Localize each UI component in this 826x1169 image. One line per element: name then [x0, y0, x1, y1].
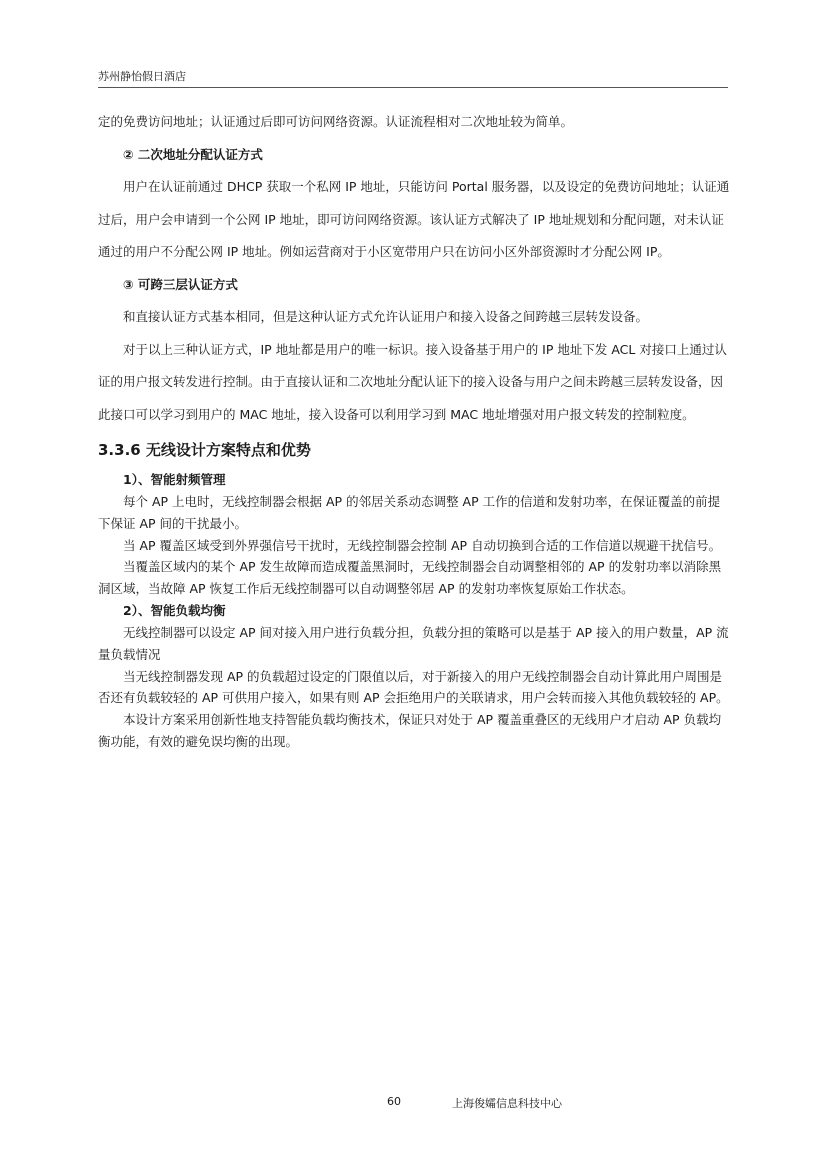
- page-number: 60: [387, 1095, 401, 1108]
- page-footer: [0, 1095, 826, 1111]
- paragraph: 和直接认证方式基本相同，但是这种认证方式允许认证用户和接入设备之间跨越三层转发设备。: [123, 309, 649, 324]
- paragraph: 本设计方案采用创新性地支持智能负载均衡技术，保证只对处于 AP 覆盖重叠区的无线用户才启动 AP 负载均衡功能，有效的避免误均衡的出现。: [98, 712, 722, 749]
- footer-organization: 上海俊孀信息科技中心: [452, 1097, 562, 1110]
- document-body: [98, 106, 730, 753]
- paragraph: 用户在认证前通过 DHCP 获取一个私网 IP 地址，只能访问 Portal 服务器，以及设定的免费访问地址；认证通过后，用户会申请到一个公网 IP 地址，即可访问网络资源。该认证方式解决了 IP 地址规划和分配问题，对未认证通过的用户不分配公网 IP 地址。例如运营商对于小区宽带用户只在访问小区外部资源时才分配公网 IP。: [98, 179, 730, 259]
- paragraph: 每个 AP 上电时，无线控制器会根据 AP 的邻居关系动态调整 AP 工作的信道和发射功率，在保证覆盖的前提下保证 AP 间的干扰最小。: [98, 494, 721, 531]
- paragraph: 定的免费访问地址；认证通过后即可访问网络资源。认证流程相对二次地址较为简单。: [98, 114, 574, 129]
- subheading-second-address: ② 二次地址分配认证方式: [123, 146, 263, 162]
- subheading-load-balancing: 2）、智能负载均衡: [123, 602, 226, 618]
- paragraph: 当 AP 覆盖区域受到外界强信号干扰时，无线控制器会控制 AP 自动切换到合适的工作信道以规避干扰信号。: [123, 537, 722, 553]
- subheading-rf-management: 1）、智能射频管理: [123, 472, 226, 487]
- header-title: 苏州静怡假日酒店: [98, 70, 186, 83]
- paragraph: 当覆盖区域内的某个 AP 发生故障而造成覆盖黑洞时，无线控制器会自动调整相邻的 AP 的发射功率以消除黑洞区域，当故障 AP 恢复工作后无线控制器可以自动调整邻居 AP 的发射功率恢复原始工作状态。: [98, 559, 722, 597]
- page-header: [98, 69, 728, 88]
- paragraph: 对于以上三种认证方式，IP 地址都是用户的唯一标识。接入设备基于用户的 IP 地址下发 ACL 对接口上通过认证的用户报文转发进行控制。由于直接认证和二次地址分配认证下的接入设备与用户之间未跨越三层转发设备，因此接口可以学习到用户的 MAC 地址，接入设备可以利用学习到 MAC 地址增强对用户报文转发的控制粒度。: [98, 341, 727, 422]
- section-heading: 3.3.6 无线设计方案特点和优势: [98, 441, 311, 459]
- paragraph: 无线控制器可以设定 AP 间对接入用户进行负载分担，负载分担的策略可以是基于 AP 接入的用户数量，AP 流量负载情况: [98, 624, 729, 662]
- subheading-cross-layer: ③ 可跨三层认证方式: [123, 276, 238, 292]
- paragraph: 当无线控制器发现 AP 的负载超过设定的门限值以后，对于新接入的用户无线控制器会自动计算此用户周围是否还有负载较轻的 AP 可供用户接入，如果有则 AP 会拒绝用户的关联请求，用户会转而接入其他负载较轻的 AP。: [98, 668, 729, 706]
